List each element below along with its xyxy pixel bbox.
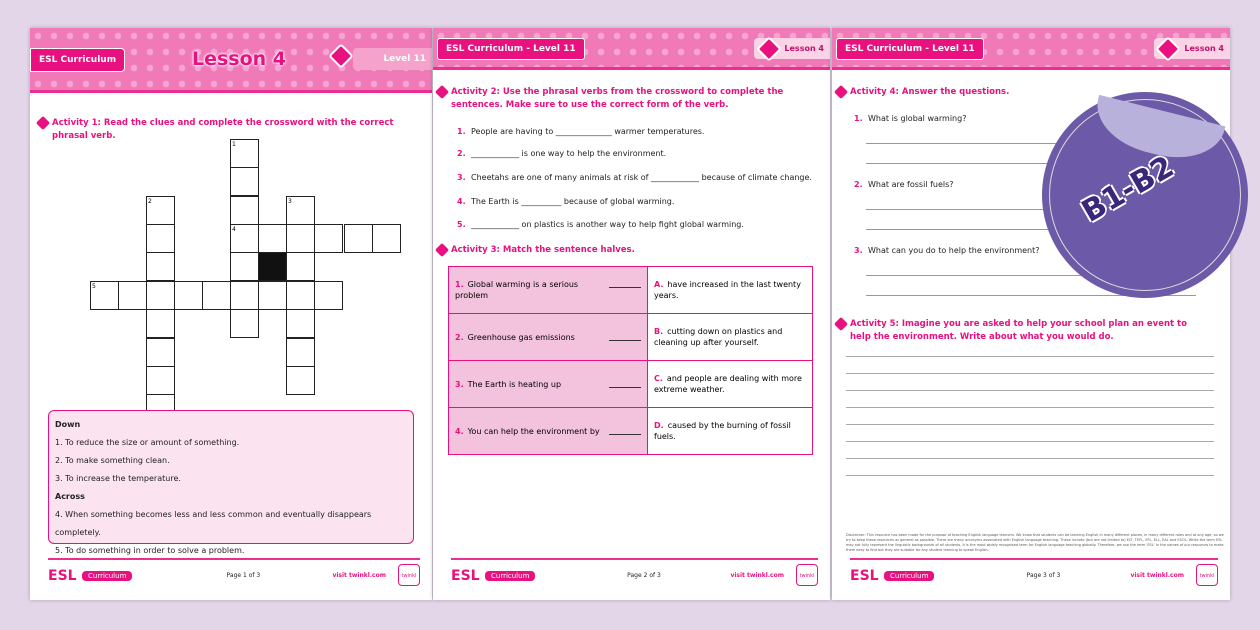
- crossword-cell[interactable]: [230, 281, 259, 310]
- page-number: Page 3 of 3: [1026, 572, 1061, 579]
- sentence-end-text: caused by the burning of fossil fuels.: [654, 421, 791, 441]
- crossword-cell[interactable]: [146, 252, 175, 281]
- diamond-bullet-icon: [834, 317, 848, 331]
- crossword-cell[interactable]: [230, 252, 259, 281]
- diamond-bullet-icon: [36, 116, 50, 130]
- page-number: Page 2 of 3: [627, 572, 661, 579]
- question-item: [854, 179, 954, 190]
- sentence-text: Cheetahs are one of many animals at risk of ____________ because of climate change.: [471, 173, 812, 182]
- curriculum-label: Curriculum: [884, 571, 934, 581]
- activity-3-heading: [451, 244, 635, 257]
- writing-line[interactable]: [846, 373, 1214, 374]
- crossword-cell[interactable]: [314, 224, 343, 253]
- item-number: 1.: [455, 280, 464, 289]
- sentence-item[interactable]: [457, 219, 817, 230]
- match-row: [449, 408, 813, 455]
- answer-blank[interactable]: [609, 340, 641, 341]
- lesson-tag: Lesson 4: [1154, 38, 1230, 59]
- item-number: 2.: [457, 149, 466, 158]
- website-link[interactable]: visit twinkl.com: [332, 572, 386, 579]
- activity-text: Activity 5: Imagine you are asked to help your school plan an event to help the environment. Write about what you would do.: [850, 319, 1187, 342]
- across-heading: Across: [55, 492, 85, 501]
- answer-blank[interactable]: [609, 387, 641, 388]
- crossword-cell[interactable]: [118, 281, 147, 310]
- crossword-cell[interactable]: [314, 281, 343, 310]
- sentence-start-text: The Earth is heating up: [467, 379, 562, 389]
- activity-text: Activity 1: Read the clues and complete the crossword with the correct phrasal verb.: [52, 118, 394, 141]
- disclaimer: Disclaimer: This resource has been made for the purpose of teaching English language learners. We know that students can be learning English in many different places, in many different roles and at any age, so we try to keep these resources as general as possible. There are many acronyms associated with English language teaching. These include (but are not limited to) ELT, TEFL, EFL, ELL, EAL and ESOL. While the term ESL may not fully represent the linguistic backgrounds of all students, it is the most widely recognised term for English language teaching globally. Therefore, we use the term 'ESL' in the names of our resources to make them easy to find but they are suitable for any student learning to speak English.: [846, 533, 1224, 552]
- clue: 2. To make something clean.: [55, 456, 170, 465]
- curriculum-tag: ESL Curriculum: [30, 48, 125, 72]
- match-row: [449, 361, 813, 408]
- sentence-start: [449, 314, 648, 361]
- crossword-cell[interactable]: [202, 281, 231, 310]
- down-heading: Down: [55, 420, 81, 429]
- footer: [451, 558, 818, 588]
- level-tag: Level 11: [353, 48, 432, 70]
- sentence-end-text: cutting down on plastics and cleaning up after yourself.: [654, 327, 783, 347]
- writing-line[interactable]: [846, 441, 1214, 442]
- sentence-text: ____________ on plastics is another way to help fight global warming.: [471, 220, 744, 229]
- worksheet-page-2: [433, 28, 830, 600]
- diamond-bullet-icon: [435, 243, 449, 257]
- writing-line[interactable]: [846, 390, 1214, 391]
- esl-logo: ESL: [451, 568, 480, 584]
- sentence-start-text: Global warming is a serious problem: [455, 280, 579, 300]
- crossword-cell[interactable]: [286, 281, 315, 310]
- crossword-cell[interactable]: [286, 338, 315, 367]
- crossword-cell[interactable]: [230, 167, 259, 196]
- clue: 1. To reduce the size or amount of something.: [55, 438, 240, 447]
- matching-table: [448, 266, 813, 455]
- activity-text: Activity 2: Use the phrasal verbs from the crossword to complete the sentences. Make sure to use the correct form of the verb.: [451, 87, 784, 110]
- worksheet-page-1: [30, 28, 432, 600]
- activity-5-heading: [850, 318, 1210, 344]
- item-letter: B.: [654, 327, 664, 336]
- website-link[interactable]: visit twinkl.com: [730, 572, 784, 579]
- item-number: 3.: [455, 379, 464, 389]
- writing-line[interactable]: [846, 356, 1214, 357]
- curriculum-label: Curriculum: [82, 571, 132, 581]
- crossword-cell[interactable]: [286, 252, 315, 281]
- sentence-end: [648, 314, 813, 361]
- activity-text: Activity 4: Answer the questions.: [850, 87, 1010, 97]
- writing-line[interactable]: [846, 458, 1214, 459]
- sentence-item[interactable]: [457, 148, 817, 159]
- writing-line[interactable]: [846, 407, 1214, 408]
- match-row: [449, 267, 813, 314]
- crossword-cell[interactable]: [372, 224, 401, 253]
- footer: [48, 558, 420, 588]
- sentence-end-text: have increased in the last twenty years.: [654, 280, 801, 300]
- footer: [850, 558, 1218, 588]
- lesson-tag: Lesson 4: [754, 38, 830, 59]
- item-letter: D.: [654, 421, 664, 430]
- clue: 5. To do something in order to solve a problem.: [55, 546, 245, 555]
- item-number: 2.: [854, 180, 863, 189]
- sentence-end: [648, 267, 813, 314]
- writing-line[interactable]: [846, 475, 1214, 476]
- match-row: [449, 314, 813, 361]
- crossword-cell[interactable]: 1: [230, 139, 259, 168]
- crossword-cell[interactable]: [174, 281, 203, 310]
- diamond-bullet-icon: [834, 85, 848, 99]
- answer-blank[interactable]: [609, 287, 641, 288]
- lesson-title: Lesson 4: [192, 48, 287, 70]
- crossword-cell[interactable]: [146, 366, 175, 395]
- badge-label: B1-B2: [1075, 149, 1180, 230]
- activity-text: Activity 3: Match the sentence halves.: [451, 245, 635, 255]
- item-number: 1.: [457, 127, 466, 136]
- twinkl-logo: twinkl: [398, 564, 420, 586]
- activity-2-heading: [451, 86, 821, 112]
- sentence-text: The Earth is __________ because of global warming.: [471, 197, 675, 206]
- question-item: [854, 245, 1040, 256]
- clue: 4. When something becomes less and less common and eventually disappears completely.: [55, 510, 372, 537]
- sentence-end: [648, 408, 813, 455]
- clues-box: [48, 410, 414, 555]
- question-text: What can you do to help the environment?: [868, 246, 1040, 255]
- crossword-cell[interactable]: [344, 224, 373, 253]
- crossword-black-cell: [258, 252, 287, 281]
- crossword-cell[interactable]: [286, 224, 315, 253]
- sentence-start-text: You can help the environment by: [467, 426, 600, 436]
- curriculum-tag: ESL Curriculum - Level 11: [437, 38, 585, 60]
- crossword-cell[interactable]: [146, 309, 175, 338]
- item-number: 3.: [854, 246, 863, 255]
- twinkl-logo: twinkl: [1196, 564, 1218, 586]
- crossword-cell[interactable]: [230, 309, 259, 338]
- crossword-cell[interactable]: 4: [230, 224, 259, 253]
- sentence-start-text: Greenhouse gas emissions: [467, 332, 575, 342]
- item-number: 4.: [457, 197, 466, 206]
- diamond-bullet-icon: [435, 85, 449, 99]
- sentence-end-text: and people are dealing with more extreme weather.: [654, 374, 802, 394]
- esl-logo: ESL: [48, 568, 77, 584]
- crossword-cell[interactable]: [286, 309, 315, 338]
- sentence-end: [648, 361, 813, 408]
- question-text: What is global warming?: [868, 114, 967, 123]
- curriculum-label: Curriculum: [485, 571, 535, 581]
- item-letter: C.: [654, 374, 663, 383]
- sentence-text: People are having to ______________ warmer temperatures.: [471, 127, 705, 136]
- level-badge: [1042, 92, 1248, 298]
- sentence-item[interactable]: [457, 126, 817, 137]
- esl-logo: ESL: [850, 568, 879, 584]
- sentence-item[interactable]: [457, 172, 817, 183]
- item-number: 4.: [455, 426, 464, 436]
- sentence-text: ____________ is one way to help the environment.: [471, 149, 667, 158]
- crossword-cell[interactable]: 3: [286, 196, 315, 225]
- question-item: [854, 113, 966, 124]
- sentence-start: [449, 267, 648, 314]
- crossword-cell[interactable]: 2: [146, 196, 175, 225]
- sentence-start: [449, 408, 648, 455]
- question-text: What are fossil fuels?: [868, 180, 954, 189]
- crossword-cell[interactable]: [146, 224, 175, 253]
- item-number: 5.: [457, 220, 466, 229]
- writing-line[interactable]: [846, 424, 1214, 425]
- sentence-start: [449, 361, 648, 408]
- curriculum-tag: ESL Curriculum - Level 11: [836, 38, 984, 60]
- item-number: 1.: [854, 114, 863, 123]
- answer-blank[interactable]: [609, 434, 641, 435]
- item-number: 3.: [457, 173, 466, 182]
- crossword-cell[interactable]: [258, 281, 287, 310]
- item-letter: A.: [654, 280, 664, 289]
- crossword-cell[interactable]: [146, 281, 175, 310]
- crossword-cell[interactable]: 5: [90, 281, 119, 310]
- sentence-item[interactable]: [457, 196, 817, 207]
- website-link[interactable]: visit twinkl.com: [1130, 572, 1184, 579]
- activity-4-heading: [850, 86, 1009, 99]
- crossword-cell[interactable]: [258, 224, 287, 253]
- clue: 3. To increase the temperature.: [55, 474, 181, 483]
- crossword-cell[interactable]: [146, 338, 175, 367]
- page-number: Page 1 of 3: [226, 572, 261, 579]
- item-number: 2.: [455, 332, 464, 342]
- crossword-cell[interactable]: [286, 366, 315, 395]
- crossword-cell[interactable]: [230, 196, 259, 225]
- twinkl-logo: twinkl: [796, 564, 818, 586]
